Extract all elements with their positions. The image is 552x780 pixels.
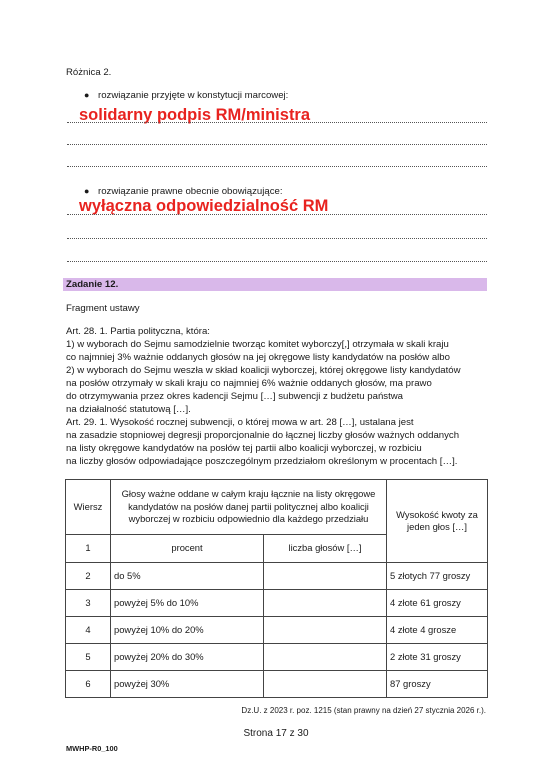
answer-line bbox=[67, 144, 487, 145]
answer-line bbox=[67, 166, 487, 167]
row-count bbox=[264, 590, 387, 617]
row-count bbox=[264, 563, 387, 590]
law-line: 2) w wyborach do Sejmu weszła w skład koalicji wyborczej, której okręgowe listy kandydatów bbox=[66, 365, 461, 376]
row-number: 6 bbox=[66, 671, 111, 698]
item1-label: rozwiązanie przyjęte w konstytucji marcowej: bbox=[98, 90, 289, 101]
row-range: powyżej 5% do 10% bbox=[111, 590, 264, 617]
difference-heading: Różnica 2. bbox=[66, 67, 112, 78]
row-number: 2 bbox=[66, 563, 111, 590]
header-row-number: Wiersz bbox=[66, 480, 111, 535]
row-range: powyżej 10% do 20% bbox=[111, 617, 264, 644]
bullet-icon: ● bbox=[84, 90, 90, 100]
page-number: Strona 17 z 30 bbox=[243, 728, 309, 739]
task-title: Zadanie 12. bbox=[66, 279, 119, 290]
row-count bbox=[264, 671, 387, 698]
subheader-count: liczba głosów […] bbox=[264, 535, 387, 563]
row-number: 3 bbox=[66, 590, 111, 617]
row-amount: 4 złote 4 grosze bbox=[387, 617, 488, 644]
law-line: Art. 29. 1. Wysokość rocznej subwencji, o której mowa w art. 28 […], ustalana jest bbox=[66, 417, 414, 428]
law-line: 1) w wyborach do Sejmu samodzielnie tworząc komitet wyborczy[,] otrzymała w skali kraju bbox=[66, 339, 449, 350]
answer-line bbox=[67, 214, 487, 215]
row-count bbox=[264, 617, 387, 644]
table-row bbox=[66, 644, 488, 671]
law-line: na liczby głosów odpowiadające poszczególnym przedziałom określonym w procentach […]. bbox=[66, 456, 458, 467]
task-header bbox=[63, 278, 487, 291]
row-amount: 87 groszy bbox=[387, 671, 488, 698]
law-line: na zasadzie stopniowej degresji proporcjonalnie do łącznej liczby głosów ważnych oddanych bbox=[66, 430, 460, 441]
item2-answer: wyłączna odpowiedzialność RM bbox=[79, 197, 329, 215]
row-number: 5 bbox=[66, 644, 111, 671]
row-amount: 5 złotych 77 groszy bbox=[387, 563, 488, 590]
row-range: do 5% bbox=[111, 563, 264, 590]
subheader-row-number: 1 bbox=[66, 535, 111, 563]
answer-line bbox=[67, 122, 487, 123]
row-range: powyżej 20% do 30% bbox=[111, 644, 264, 671]
item2-label: rozwiązanie prawne obecnie obowiązujące: bbox=[98, 186, 283, 197]
table-row bbox=[66, 617, 488, 644]
table-row bbox=[66, 671, 488, 698]
law-line: Art. 28. 1. Partia polityczna, która: bbox=[66, 326, 210, 337]
law-line: na listy okręgowe kandydatów na posłów tej partii albo koalicji wyborczej, w rozbiciu bbox=[66, 443, 422, 454]
answer-line bbox=[67, 261, 487, 262]
subheader-percent: procent bbox=[111, 535, 264, 563]
source-note: Dz.U. z 2023 r. poz. 1215 (stan prawny na dzień 27 stycznia 2026 r.). bbox=[241, 706, 486, 715]
row-count bbox=[264, 644, 387, 671]
row-amount: 4 złote 61 groszy bbox=[387, 590, 488, 617]
law-line: do otrzymywania przez okres kadencji Sejmu […] subwencji z budżetu państwa bbox=[66, 391, 404, 402]
header-votes: Głosy ważne oddane w całym kraju łącznie na listy okręgowe kandydatów na posłów danej partii politycznej albo koalicji wyborczej w rozbiciu odpowiednio dla każdego przedziału bbox=[111, 480, 387, 535]
table-header-row bbox=[66, 480, 488, 535]
header-amount: Wysokość kwoty za jeden głos […] bbox=[387, 480, 488, 563]
table-row bbox=[66, 590, 488, 617]
subsidy-table bbox=[65, 479, 488, 698]
item1-answer: solidarny podpis RM/ministra bbox=[79, 106, 311, 124]
law-line: na posłów otrzymały w skali kraju co najmniej 6% ważnie oddanych głosów, ma prawo bbox=[66, 378, 432, 389]
law-line: co najmniej 3% ważnie oddanych głosów na jej okręgowe listy kandydatów na posłów albo bbox=[66, 352, 450, 363]
task-subtitle: Fragment ustawy bbox=[66, 303, 140, 314]
bullet-icon: ● bbox=[84, 186, 90, 196]
row-amount: 2 złote 31 groszy bbox=[387, 644, 488, 671]
law-line: na działalność statutową […]. bbox=[66, 404, 191, 415]
row-range: powyżej 30% bbox=[111, 671, 264, 698]
document-code: MWHP-R0_100 bbox=[66, 744, 118, 753]
row-number: 4 bbox=[66, 617, 111, 644]
answer-line bbox=[67, 238, 487, 239]
table-row bbox=[66, 563, 488, 590]
